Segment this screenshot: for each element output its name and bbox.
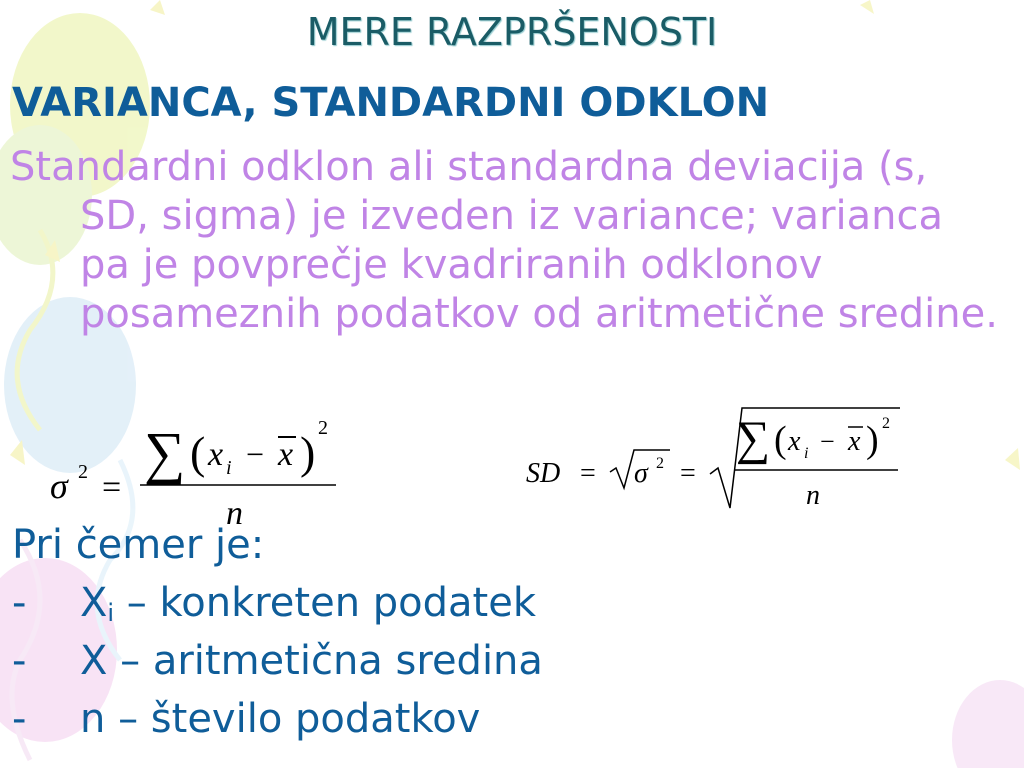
variance-exponent: 2 bbox=[318, 417, 328, 439]
variance-formula bbox=[40, 410, 350, 530]
sd-formula bbox=[520, 404, 910, 514]
variance-x: x bbox=[208, 436, 224, 473]
list-dash: - bbox=[12, 696, 27, 742]
sd-equals-2: = bbox=[680, 458, 696, 489]
definition-symbol: X bbox=[80, 580, 108, 626]
sd-lhs: SD bbox=[526, 458, 561, 489]
balloon-pink-right bbox=[952, 680, 1024, 768]
section-heading: VARIANCA, STANDARDNI ODKLON bbox=[12, 80, 770, 126]
variance-lhs-sigma: σ bbox=[50, 466, 68, 506]
definition-description: – število podatkov bbox=[105, 696, 481, 742]
definition-paragraph: Standardni odklon ali standardna deviacija (s, SD, sigma) je izveden iz variance; varianca pa je povprečje kvadriranih odklonov posameznih podatkov od aritmetične sredine. bbox=[10, 144, 998, 337]
variance-lhs-exponent: 2 bbox=[78, 461, 88, 483]
variance-close-paren: ) bbox=[300, 427, 316, 478]
list-dash: - bbox=[12, 638, 27, 684]
sd-subscript-i: i bbox=[804, 445, 809, 462]
sd-denominator: n bbox=[806, 480, 820, 511]
definition-subscript: i bbox=[107, 599, 115, 627]
sd-sum-symbol: ∑ bbox=[736, 412, 771, 465]
definition-description: – aritmetična sredina bbox=[107, 638, 543, 684]
variance-subscript-i: i bbox=[226, 457, 232, 479]
definition-text bbox=[80, 696, 480, 742]
definition-description: – konkreten podatek bbox=[114, 580, 536, 626]
legend-intro: Pri čemer je: bbox=[12, 522, 265, 568]
slide-title: MERE RAZPRŠENOSTI bbox=[306, 10, 718, 54]
variance-open-paren: ( bbox=[190, 427, 206, 478]
definition-symbol: X bbox=[80, 638, 108, 684]
sd-minus: − bbox=[820, 427, 835, 456]
list-dash: - bbox=[12, 580, 27, 626]
confetti-4 bbox=[1005, 448, 1020, 470]
variance-sum-symbol: ∑ bbox=[144, 420, 186, 485]
sd-inner-sigma: σ bbox=[634, 458, 648, 489]
variance-equals: = bbox=[102, 469, 122, 506]
variance-minus: − bbox=[246, 436, 265, 472]
sd-x: x bbox=[788, 426, 801, 457]
sd-xbar: x bbox=[848, 426, 861, 457]
sd-equals-1: = bbox=[580, 458, 596, 489]
definition-symbol: n bbox=[80, 696, 106, 742]
sd-exponent: 2 bbox=[882, 415, 890, 432]
sd-inner-exponent: 2 bbox=[656, 455, 664, 472]
variance-xbar: x bbox=[278, 436, 294, 473]
definition-text bbox=[80, 580, 536, 627]
definition-text bbox=[80, 638, 543, 684]
sd-close-paren: ) bbox=[866, 419, 879, 461]
variance-denominator: n bbox=[226, 495, 243, 530]
sd-open-paren: ( bbox=[774, 419, 787, 461]
